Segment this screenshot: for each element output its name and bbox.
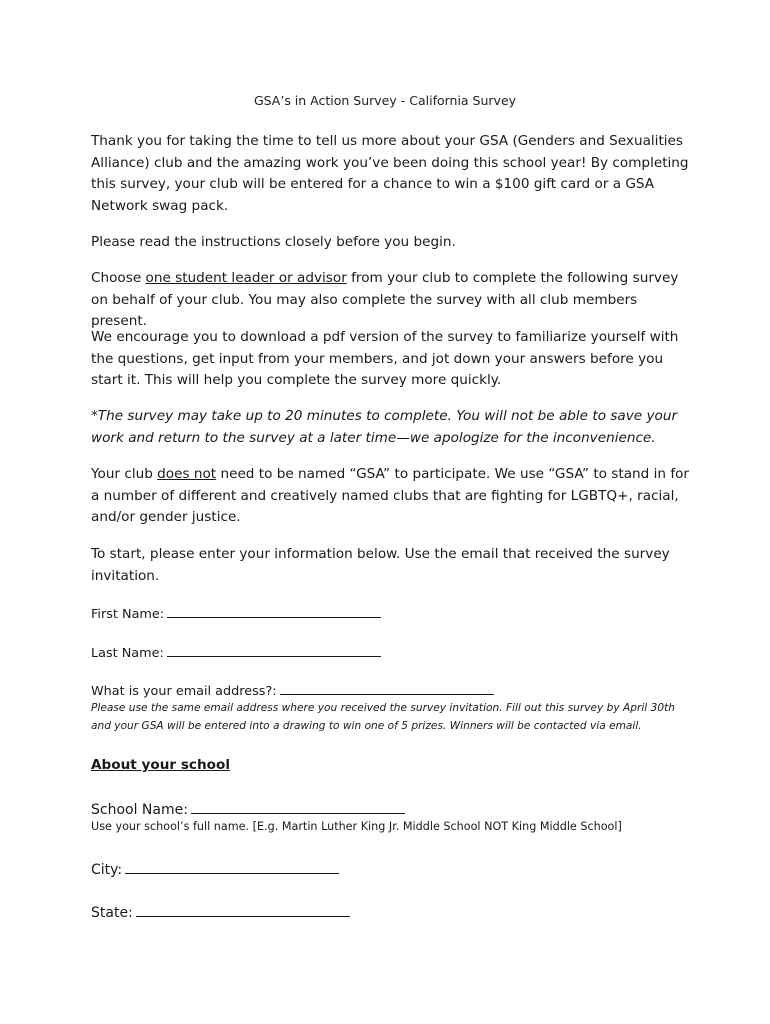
state-label: State:: [91, 905, 133, 921]
city-label: City:: [91, 862, 123, 878]
choose-prefix: Choose: [91, 270, 146, 286]
email-blank[interactable]: [280, 680, 494, 695]
last-name-field: [91, 642, 381, 661]
school-name-hint: Use your school’s full name. [E.g. Martin Luther King Jr. Middle School NOT King Middle School]: [91, 820, 622, 833]
school-name-label: School Name:: [91, 802, 188, 818]
last-name-blank[interactable]: [167, 642, 381, 657]
first-name-field: [91, 603, 381, 622]
city-field: [91, 859, 339, 878]
start-paragraph: To start, please enter your information below. Use the email that received the survey invitation.: [91, 546, 670, 584]
encourage-paragraph: We encourage you to download a pdf version of the survey to familiarize yourself with the questions, get input from your members, and jot down your answers before you start it. This will help you complete the survey more quickly.: [91, 329, 679, 388]
club-prefix: Your club: [91, 466, 158, 482]
instructions-paragraph: Please read the instructions closely before you begin.: [91, 234, 456, 250]
first-name-label: First Name:: [91, 607, 165, 622]
survey-title: GSA’s in Action Survey - California Survey: [253, 93, 517, 108]
email-note: Please use the same email address where you received the survey invitation. Fill out this survey by April 30th and your GSA will be entered into a drawing to win one of 5 prizes. Winners will be contacted via email.: [91, 702, 675, 732]
state-blank[interactable]: [136, 902, 350, 917]
club-underlined: does not: [157, 466, 217, 482]
state-field: [91, 902, 350, 921]
time-note-paragraph: *The survey may take up to 20 minutes to complete. You will not be able to save your work and return to the survey at a later time—we apologize for the inconvenience.: [91, 408, 678, 446]
choose-underlined: one student leader or advisor: [145, 270, 347, 286]
school-name-field: [91, 799, 405, 818]
club-suffix: need to be named “GSA” to participate. We use “GSA” to stand in for a number of different and creatively named clubs that are fighting for LGBTQ+, racial, and/or gender justice.: [91, 466, 690, 525]
city-blank[interactable]: [125, 859, 339, 874]
thank-you-paragraph: Thank you for taking the time to tell us more about your GSA (Genders and Sexualities Alliance) club and the amazing work you’ve been doing this school year! By completing this survey, your club will be entered for a chance to win a $100 gift card or a GSA Network swag pack.: [91, 133, 689, 214]
email-label: What is your email address?:: [91, 684, 277, 699]
school-name-blank[interactable]: [191, 799, 405, 814]
email-field: [91, 680, 494, 699]
first-name-blank[interactable]: [167, 603, 381, 618]
choose-paragraph: [91, 268, 691, 333]
choose-suffix: from your club to complete the following survey on behalf of your club. You may also complete the survey with all club members present.: [91, 270, 679, 329]
last-name-label: Last Name:: [91, 646, 164, 661]
about-school-heading: About your school: [91, 757, 230, 773]
club-name-paragraph: [91, 464, 691, 529]
